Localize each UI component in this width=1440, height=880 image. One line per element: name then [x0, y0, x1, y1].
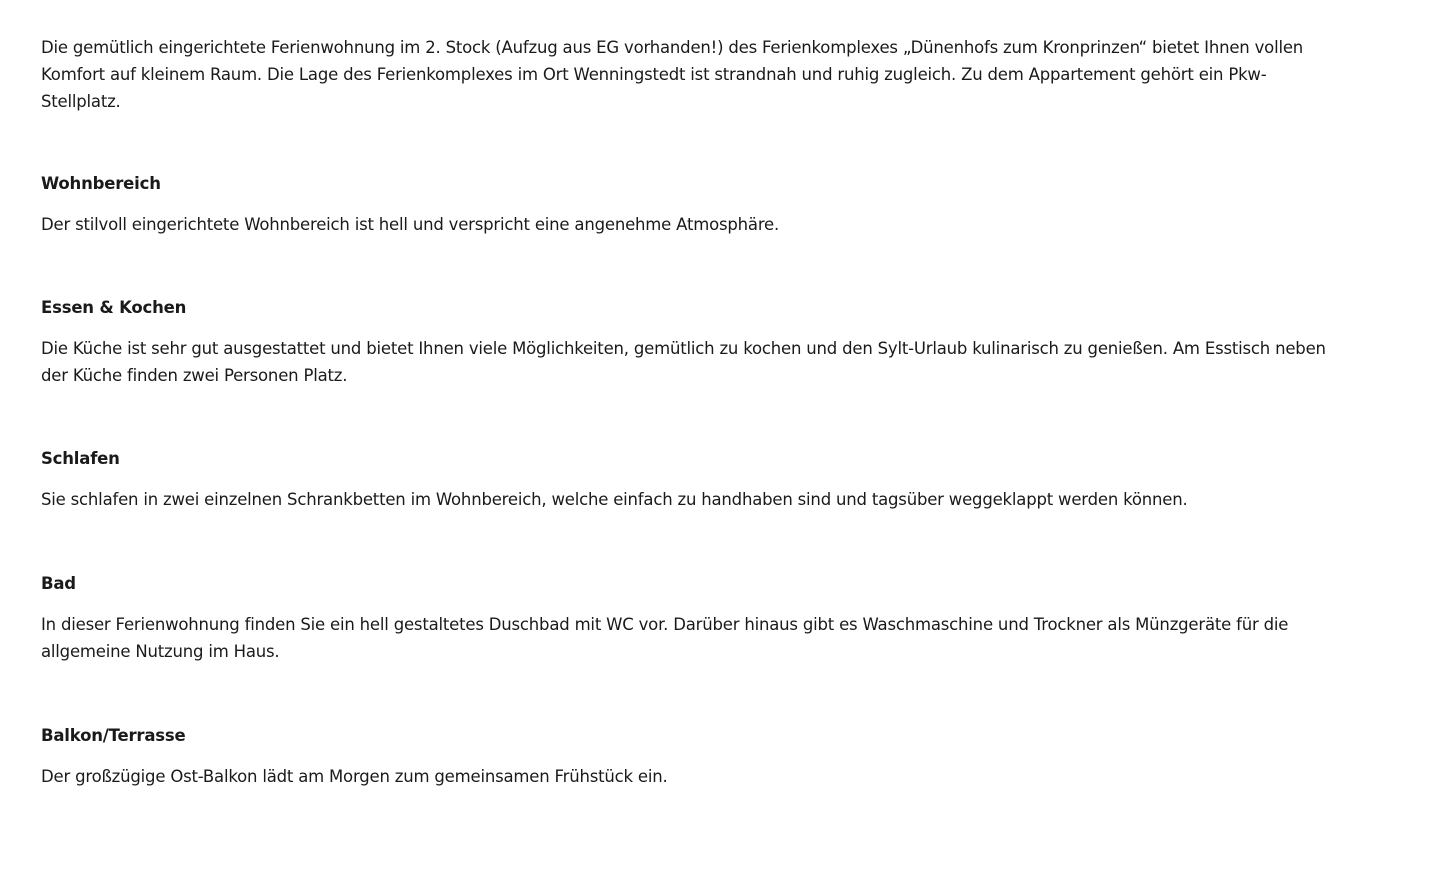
- section-wohnbereich: [41, 170, 1351, 238]
- section-paragraph: Der großzügige Ost-Balkon lädt am Morgen zum gemeinsamen Frühstück ein.: [41, 767, 668, 786]
- section-heading: Bad: [41, 574, 76, 593]
- section-bad: [41, 570, 1351, 665]
- section-paragraph: Sie schlafen in zwei einzelnen Schrankbetten im Wohnbereich, welche einfach zu handhaben sind und tagsüber weggeklappt werden können.: [41, 490, 1188, 509]
- section-balkon-terrasse: [41, 722, 1351, 790]
- intro-paragraph: Die gemütlich eingerichtete Ferienwohnung im 2. Stock (Aufzug aus EG vorhanden!) des Ferienkomplexes „Dünenhofs zum Kronprinzen“ bietet Ihnen vollen Komfort auf kleinem Raum. Die Lage des Ferienkomplexes im Ort Wenningstedt ist strandnah und ruhig zugleich. Zu dem Appartement gehört ein Pkw-Stellplatz.: [41, 38, 1304, 111]
- section-paragraph: In dieser Ferienwohnung finden Sie ein hell gestaltetes Duschbad mit WC vor. Darüber hinaus gibt es Waschmaschine und Trockner als Münzgeräte für die allgemeine Nutzung im Haus.: [41, 615, 1289, 661]
- section-paragraph: Der stilvoll eingerichtete Wohnbereich ist hell und verspricht eine angenehme Atmosphäre.: [41, 215, 780, 234]
- section-essen-kochen: [41, 294, 1351, 389]
- section-paragraph: Die Küche ist sehr gut ausgestattet und bietet Ihnen viele Möglichkeiten, gemütlich zu kochen und den Sylt-Urlaub kulinarisch zu genießen. Am Esstisch neben der Küche finden zwei Personen Platz.: [41, 339, 1326, 385]
- section-heading: Essen & Kochen: [41, 298, 187, 317]
- section-heading: Schlafen: [41, 449, 120, 468]
- section-heading: Wohnbereich: [41, 174, 161, 193]
- section-heading: Balkon/Terrasse: [41, 726, 186, 745]
- section-schlafen: [41, 445, 1351, 513]
